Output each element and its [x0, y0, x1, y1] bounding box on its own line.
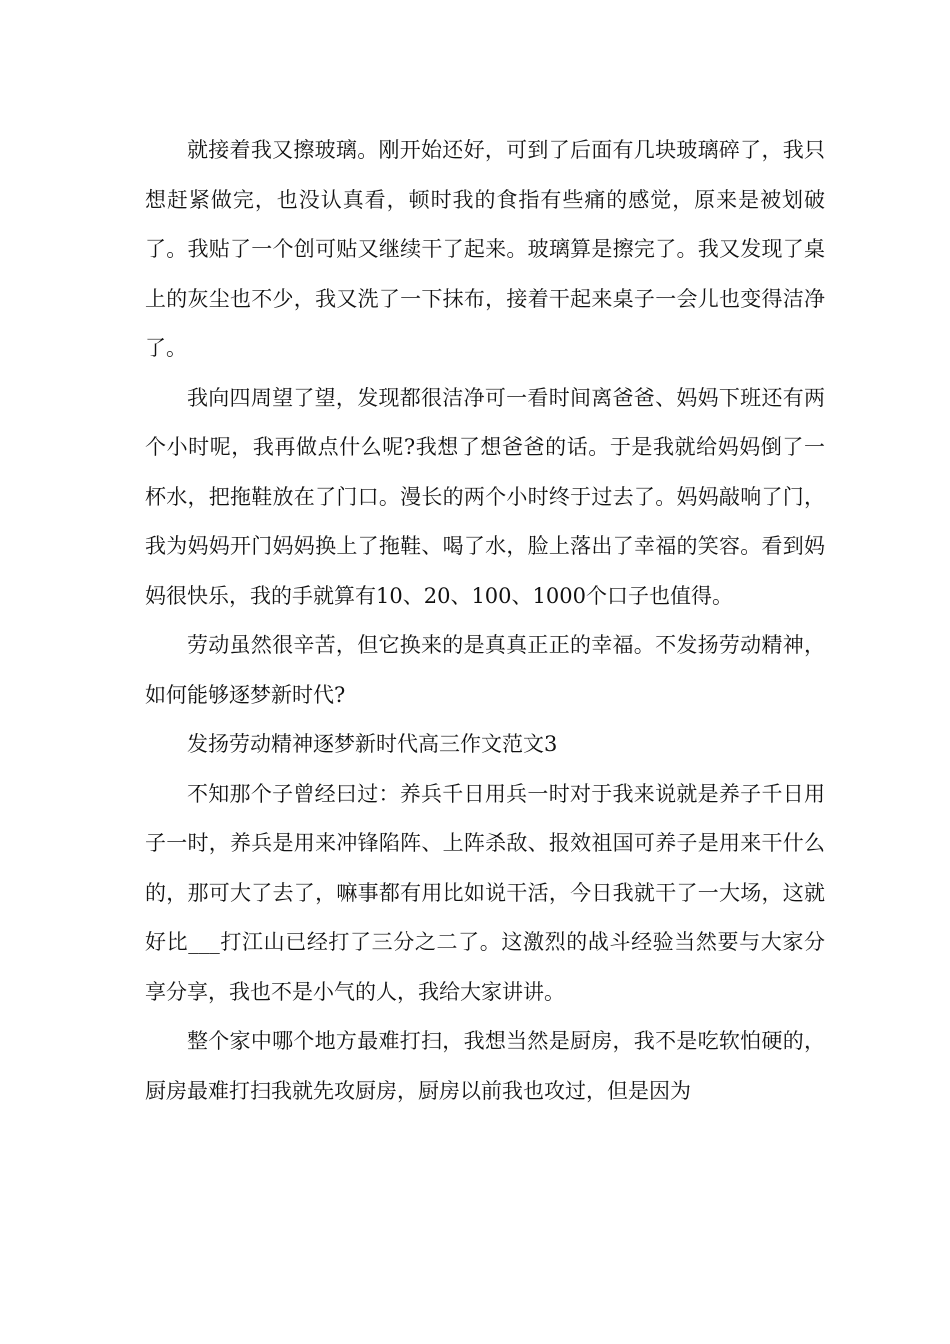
essay-heading: 发扬劳动精神逐梦新时代高三作文范文3	[187, 732, 558, 756]
paragraph-window-cleaning: 就接着我又擦玻璃。刚开始还好，可到了后面有几块玻璃碎了，我只想赶紧做完，也没认真看，顿时我的食指有些痛的感觉，原来是被划破了。我贴了一个创可贴又继续干了起来。玻璃算是擦完了。我又发现了桌上的灰尘也不少，我又洗了一下抹布，接着干起来桌子一会儿也变得洁净了。	[145, 138, 825, 360]
document-body	[145, 126, 825, 1116]
paragraph-labor-conclusion: 劳动虽然很辛苦，但它换来的是真真正正的幸福。不发扬劳动精神，如何能够逐梦新时代?	[145, 633, 825, 707]
paragraph-raising-children: 不知那个子曾经曰过：养兵千日用兵一时对于我来说就是养子千日用子一时，养兵是用来冲锋陷阵、上阵杀敌、报效祖国可养子是用来干什么的，那可大了去了，嘛事都有用比如说干活，今日我就干了一大场，这就好比___打江山已经打了三分之二了。这激烈的战斗经验当然要与大家分享分享，我也不是小气的人，我给大家讲讲。	[145, 781, 825, 1004]
paragraph-waiting-for-parents: 我向四周望了望，发现都很洁净可一看时间离爸爸、妈妈下班还有两个小时呢，我再做点什么呢?我想了想爸爸的话。于是我就给妈妈倒了一杯水，把拖鞋放在了门口。漫长的两个小时终于过去了。妈妈敲响了门，我为妈妈开门妈妈换上了拖鞋、喝了水，脸上落出了幸福的笑容。看到妈妈很快乐，我的手就算有10、20、100、1000个口子也值得。	[145, 385, 825, 608]
paragraph-kitchen: 整个家中哪个地方最难打扫，我想当然是厨房，我不是吃软怕硬的，厨房最难打扫我就先攻厨房，厨房以前我也攻过，但是因为	[145, 1029, 825, 1103]
